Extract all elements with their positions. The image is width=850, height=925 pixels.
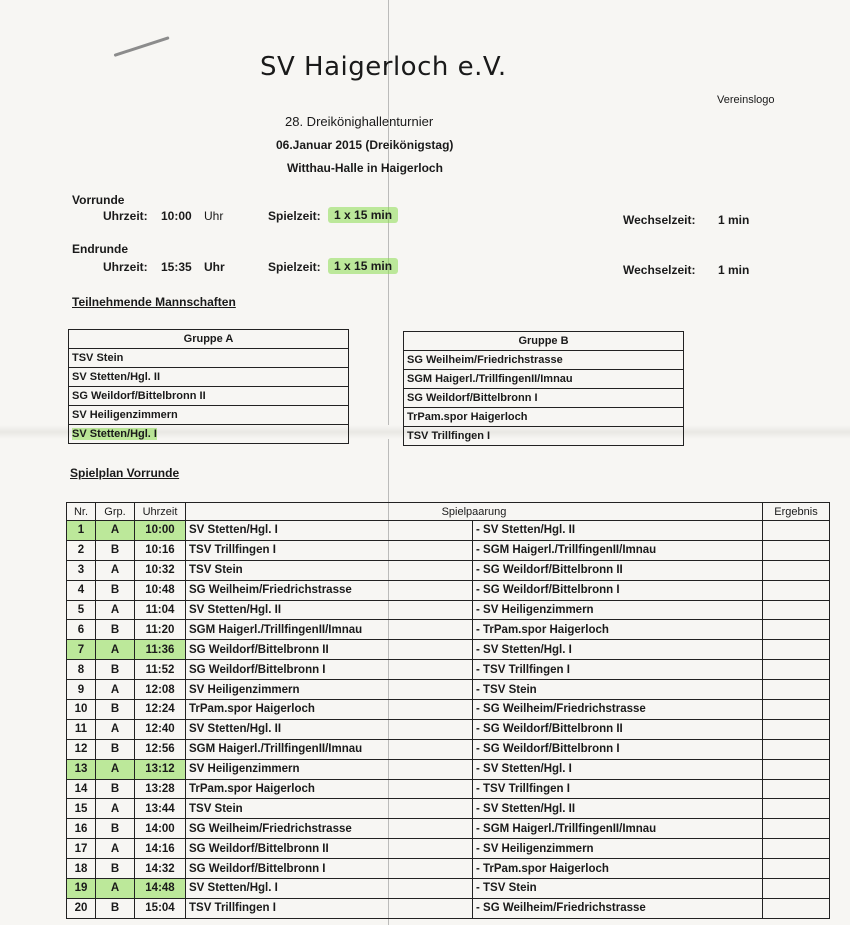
row-group: A [96, 759, 135, 779]
group-a-team: TSV Stein [69, 349, 349, 368]
logo-placeholder: Vereinslogo [717, 94, 775, 106]
row-nr: 8 [67, 660, 96, 680]
row-time: 13:44 [135, 799, 186, 819]
row-nr: 19 [67, 879, 96, 899]
row-group: A [96, 839, 135, 859]
endrunde-change: 1 min [718, 263, 750, 277]
row-away-team: - SV Stetten/Hgl. I [473, 640, 763, 660]
row-nr: 5 [67, 600, 96, 620]
row-result[interactable] [763, 560, 830, 580]
row-result[interactable] [763, 839, 830, 859]
row-time: 12:24 [135, 700, 186, 720]
row-result[interactable] [763, 580, 830, 600]
table-row [67, 898, 830, 918]
row-nr: 12 [67, 739, 96, 759]
col-nr: Nr. [67, 503, 96, 521]
table-row [67, 839, 830, 859]
table-row [67, 600, 830, 620]
row-time: 10:48 [135, 580, 186, 600]
row-time: 14:00 [135, 819, 186, 839]
group-a-team-label: SV Stetten/Hgl. I [72, 428, 157, 440]
row-nr: 9 [67, 680, 96, 700]
group-b-team: TrPam.spor Haigerloch [404, 408, 684, 427]
row-home-team: SG Weilheim/Friedrichstrasse [186, 580, 473, 600]
row-result[interactable] [763, 779, 830, 799]
row-home-team: SV Stetten/Hgl. II [186, 719, 473, 739]
row-home-team: SG Weildorf/Bittelbronn II [186, 640, 473, 660]
row-result[interactable] [763, 521, 830, 541]
row-time: 14:32 [135, 859, 186, 879]
row-home-team: SG Weildorf/Bittelbronn I [186, 660, 473, 680]
table-row [67, 759, 830, 779]
row-time: 11:04 [135, 600, 186, 620]
table-row [67, 580, 830, 600]
row-result[interactable] [763, 898, 830, 918]
row-away-team: - SV Heiligenzimmern [473, 839, 763, 859]
endrunde-play-label: Spielzeit: [268, 260, 321, 274]
vorrunde-play: 1 x 15 min [328, 207, 398, 223]
group-b-team: SG Weildorf/Bittelbronn I [404, 389, 684, 408]
row-group: B [96, 859, 135, 879]
row-home-team: TrPam.spor Haigerloch [186, 700, 473, 720]
tournament-venue: Witthau-Halle in Haigerloch [287, 161, 443, 175]
row-result[interactable] [763, 759, 830, 779]
table-row [67, 660, 830, 680]
table-row [67, 640, 830, 660]
row-time: 13:12 [135, 759, 186, 779]
row-time: 11:52 [135, 660, 186, 680]
table-row [67, 680, 830, 700]
row-time: 13:28 [135, 779, 186, 799]
group-b-team: SGM Haigerl./TrillfingenII/Imnau [404, 370, 684, 389]
vorrunde-time-unit: Uhr [204, 209, 224, 223]
col-pairing: Spielpaarung [186, 503, 763, 521]
group-b-title: Gruppe B [404, 332, 684, 351]
row-home-team: SV Stetten/Hgl. I [186, 879, 473, 899]
row-away-team: - TrPam.spor Haigerloch [473, 859, 763, 879]
row-away-team: - SV Stetten/Hgl. II [473, 521, 763, 541]
table-row [67, 879, 830, 899]
row-home-team: SG Weilheim/Friedrichstrasse [186, 819, 473, 839]
row-result[interactable] [763, 600, 830, 620]
row-time: 12:56 [135, 739, 186, 759]
row-nr: 6 [67, 620, 96, 640]
row-away-team: - TSV Stein [473, 879, 763, 899]
teams-heading: Teilnehmende Mannschaften [72, 295, 236, 309]
row-group: B [96, 580, 135, 600]
row-group: B [96, 620, 135, 640]
row-result[interactable] [763, 660, 830, 680]
row-result[interactable] [763, 819, 830, 839]
row-home-team: TrPam.spor Haigerloch [186, 779, 473, 799]
row-time: 10:16 [135, 540, 186, 560]
row-time: 14:48 [135, 879, 186, 899]
tournament-date: 06.Januar 2015 (Dreikönigstag) [276, 138, 454, 152]
row-home-team: TSV Stein [186, 799, 473, 819]
table-row [67, 779, 830, 799]
row-nr: 13 [67, 759, 96, 779]
row-away-team: - TSV Trillfingen I [473, 779, 763, 799]
group-a-table [68, 329, 349, 444]
row-home-team: SV Stetten/Hgl. I [186, 521, 473, 541]
vorrunde-time-label: Uhrzeit: [103, 209, 148, 223]
row-group: A [96, 640, 135, 660]
row-group: B [96, 540, 135, 560]
row-result[interactable] [763, 859, 830, 879]
row-group: A [96, 560, 135, 580]
endrunde-play: 1 x 15 min [328, 258, 398, 274]
table-row [67, 819, 830, 839]
group-b-team: TSV Trillfingen I [404, 427, 684, 446]
row-away-team: - SGM Haigerl./TrillfingenII/Imnau [473, 540, 763, 560]
row-result[interactable] [763, 700, 830, 720]
row-time: 10:00 [135, 521, 186, 541]
row-away-team: - SG Weildorf/Bittelbronn II [473, 560, 763, 580]
col-time: Uhrzeit [135, 503, 186, 521]
row-group: B [96, 898, 135, 918]
table-row [67, 620, 830, 640]
row-result[interactable] [763, 799, 830, 819]
vorrunde-play-label: Spielzeit: [268, 209, 321, 223]
group-a-team [69, 425, 349, 444]
row-away-team: - SG Weildorf/Bittelbronn I [473, 580, 763, 600]
row-time: 15:04 [135, 898, 186, 918]
table-row [67, 521, 830, 541]
row-home-team: TSV Stein [186, 560, 473, 580]
row-nr: 4 [67, 580, 96, 600]
row-nr: 16 [67, 819, 96, 839]
row-nr: 15 [67, 799, 96, 819]
row-group: A [96, 799, 135, 819]
row-group: A [96, 879, 135, 899]
row-result[interactable] [763, 640, 830, 660]
endrunde-time-unit: Uhr [204, 260, 225, 274]
row-group: A [96, 680, 135, 700]
row-away-team: - SG Weilheim/Friedrichstrasse [473, 700, 763, 720]
row-home-team: SV Heiligenzimmern [186, 680, 473, 700]
group-a-team: SG Weildorf/Bittelbronn II [69, 387, 349, 406]
schedule-heading: Spielplan Vorrunde [70, 466, 180, 480]
row-group: B [96, 779, 135, 799]
table-row [67, 799, 830, 819]
row-away-team: - TrPam.spor Haigerloch [473, 620, 763, 640]
row-home-team: TSV Trillfingen I [186, 540, 473, 560]
row-nr: 17 [67, 839, 96, 859]
row-nr: 7 [67, 640, 96, 660]
row-result[interactable] [763, 680, 830, 700]
table-row [67, 540, 830, 560]
row-result[interactable] [763, 879, 830, 899]
row-group: A [96, 521, 135, 541]
group-b-team: SG Weilheim/Friedrichstrasse [404, 351, 684, 370]
row-home-team: SGM Haigerl./TrillfingenII/Imnau [186, 739, 473, 759]
row-group: A [96, 600, 135, 620]
row-nr: 20 [67, 898, 96, 918]
row-time: 11:20 [135, 620, 186, 640]
row-away-team: - SG Weildorf/Bittelbronn II [473, 719, 763, 739]
endrunde-time: 15:35 [161, 260, 192, 274]
endrunde-label: Endrunde [72, 242, 128, 256]
club-title: SV Haigerloch e.V. [260, 52, 507, 82]
paper-clip-mark [114, 36, 170, 57]
endrunde-time-label: Uhrzeit: [103, 260, 148, 274]
table-row [67, 859, 830, 879]
vorrunde-change-label: Wechselzeit: [623, 213, 696, 227]
row-away-team: - TSV Trillfingen I [473, 660, 763, 680]
row-group: B [96, 739, 135, 759]
table-row [67, 700, 830, 720]
row-group: B [96, 660, 135, 680]
tournament-name: 28. Dreikönighallenturnier [285, 114, 434, 129]
row-nr: 3 [67, 560, 96, 580]
row-group: A [96, 719, 135, 739]
row-time: 12:08 [135, 680, 186, 700]
row-time: 12:40 [135, 719, 186, 739]
group-a-title: Gruppe A [69, 330, 349, 349]
row-nr: 11 [67, 719, 96, 739]
row-nr: 2 [67, 540, 96, 560]
row-result[interactable] [763, 739, 830, 759]
row-nr: 18 [67, 859, 96, 879]
group-b-table [403, 331, 684, 446]
col-grp: Grp. [96, 503, 135, 521]
row-result[interactable] [763, 540, 830, 560]
endrunde-change-label: Wechselzeit: [623, 263, 696, 277]
group-a-team: SV Stetten/Hgl. II [69, 368, 349, 387]
vorrunde-label: Vorrunde [72, 193, 125, 207]
row-home-team: SG Weildorf/Bittelbronn I [186, 859, 473, 879]
row-nr: 1 [67, 521, 96, 541]
row-group: B [96, 819, 135, 839]
row-result[interactable] [763, 620, 830, 640]
row-home-team: SV Heiligenzimmern [186, 759, 473, 779]
row-group: B [96, 700, 135, 720]
row-nr: 14 [67, 779, 96, 799]
row-away-team: - SV Stetten/Hgl. I [473, 759, 763, 779]
table-row [67, 719, 830, 739]
row-away-team: - SV Heiligenzimmern [473, 600, 763, 620]
row-away-team: - TSV Stein [473, 680, 763, 700]
row-away-team: - SG Weilheim/Friedrichstrasse [473, 898, 763, 918]
group-a-team: SV Heiligenzimmern [69, 406, 349, 425]
row-away-team: - SGM Haigerl./TrillfingenII/Imnau [473, 819, 763, 839]
row-result[interactable] [763, 719, 830, 739]
row-time: 14:16 [135, 839, 186, 859]
row-home-team: SGM Haigerl./TrillfingenII/Imnau [186, 620, 473, 640]
vorrunde-time: 10:00 [161, 209, 192, 223]
row-nr: 10 [67, 700, 96, 720]
table-row [67, 739, 830, 759]
row-away-team: - SG Weildorf/Bittelbronn I [473, 739, 763, 759]
row-home-team: SG Weildorf/Bittelbronn II [186, 839, 473, 859]
vorrunde-change: 1 min [718, 213, 750, 227]
row-time: 11:36 [135, 640, 186, 660]
row-home-team: SV Stetten/Hgl. II [186, 600, 473, 620]
row-time: 10:32 [135, 560, 186, 580]
schedule-table [66, 502, 830, 919]
row-home-team: TSV Trillfingen I [186, 898, 473, 918]
col-result: Ergebnis [763, 503, 830, 521]
table-row [67, 560, 830, 580]
row-away-team: - SV Stetten/Hgl. II [473, 799, 763, 819]
